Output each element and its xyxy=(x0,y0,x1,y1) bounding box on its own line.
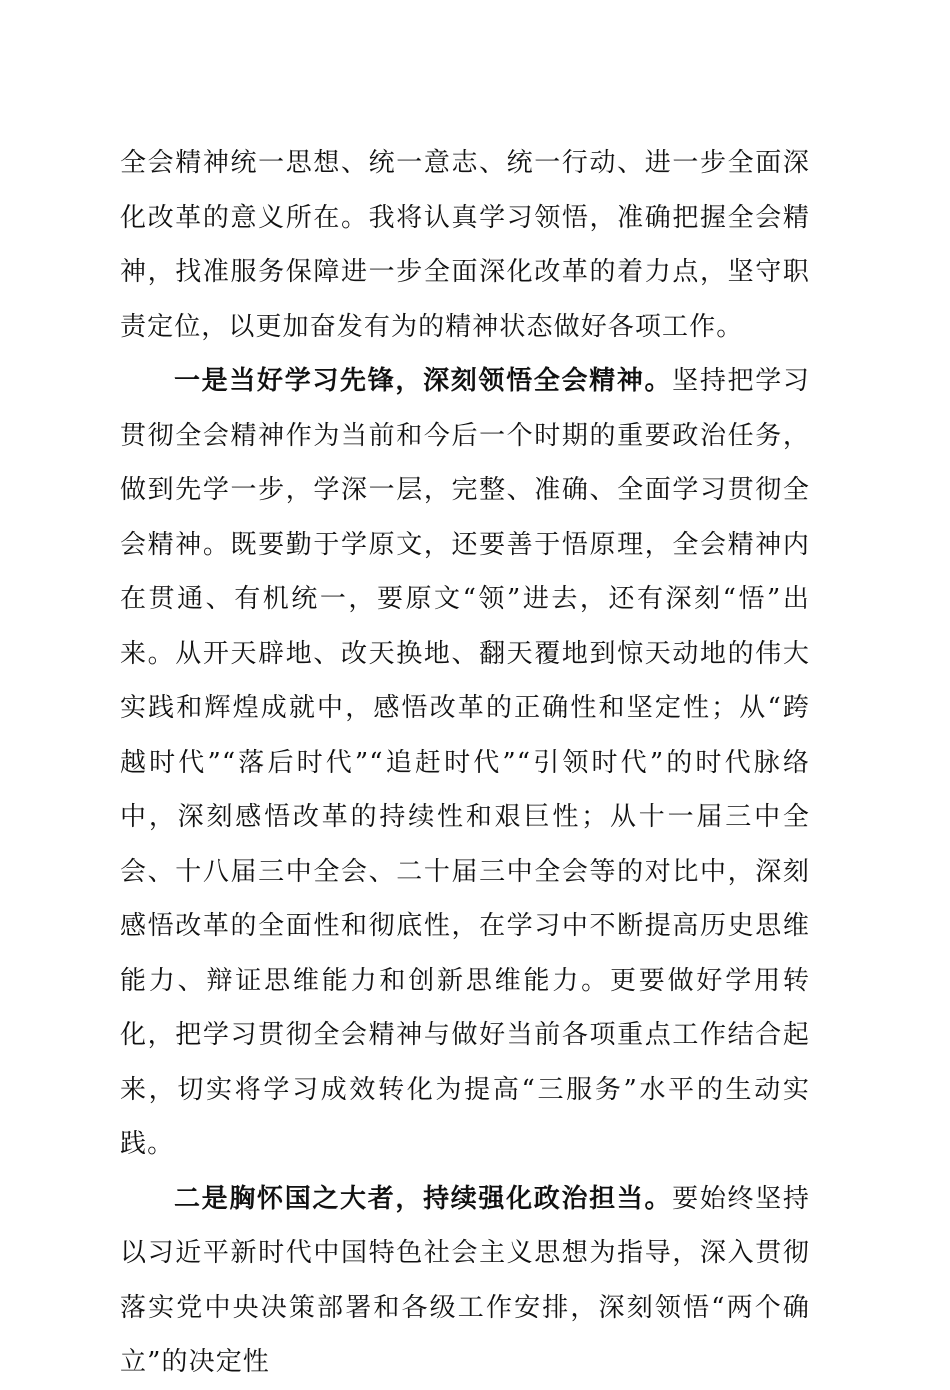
paragraph-text: 坚持把学习贯彻全会精神作为当前和今后一个时期的重要政治任务，做到先学一步，学深一层，完整、准确、全面学习贯彻全会精神。既要勤于学原文，还要善于悟原理，全会精神内在贯通、有机统一，要原文“领”进去，还有深刻“悟”出来。从开天辟地、改天换地、翻天覆地到惊天动地的伟大实践和辉煌成就中，感悟改革的正确性和坚定性；从“跨越时代”“落后时代”“追赶时代”“引领时代”的时代脉络中，深刻感悟改革的持续性和艰巨性；从十一届三中全会、十八届三中全会、二十届三中全会等的对比中，深刻感悟改革的全面性和彻底性，在学习中不断提高历史思维能力、辩证思维能力和创新思维能力。更要做好学用转化，把学习贯彻全会精神与做好当前各项重点工作结合起来，切实将学习成效转化为提高“三服务”水平的生动实践。 xyxy=(120,366,810,1159)
paragraph-continuation xyxy=(120,136,810,354)
document-body xyxy=(120,136,810,1390)
paragraph-point-two xyxy=(120,1172,810,1390)
paragraph-point-one xyxy=(120,354,810,1172)
paragraph-heading: 二是胸怀国之大者，持续强化政治担当。 xyxy=(174,1183,673,1214)
paragraph-text: 要始终坚持以习近平新时代中国特色社会主义思想为指导，深入贯彻落实党中央决策部署和各级工作安排，深刻领悟“两个确立”的决定性 xyxy=(120,1183,810,1377)
paragraph-heading: 一是当好学习先锋，深刻领悟全会精神。 xyxy=(174,366,673,396)
paragraph-text: 全会精神统一思想、统一意志、统一行动、进一步全面深化改革的意义所在。我将认真学习领悟，准确把握全会精神，找准服务保障进一步全面深化改革的着力点，坚守职责定位，以更加奋发有为的精神状态做好各项工作。 xyxy=(120,148,810,342)
